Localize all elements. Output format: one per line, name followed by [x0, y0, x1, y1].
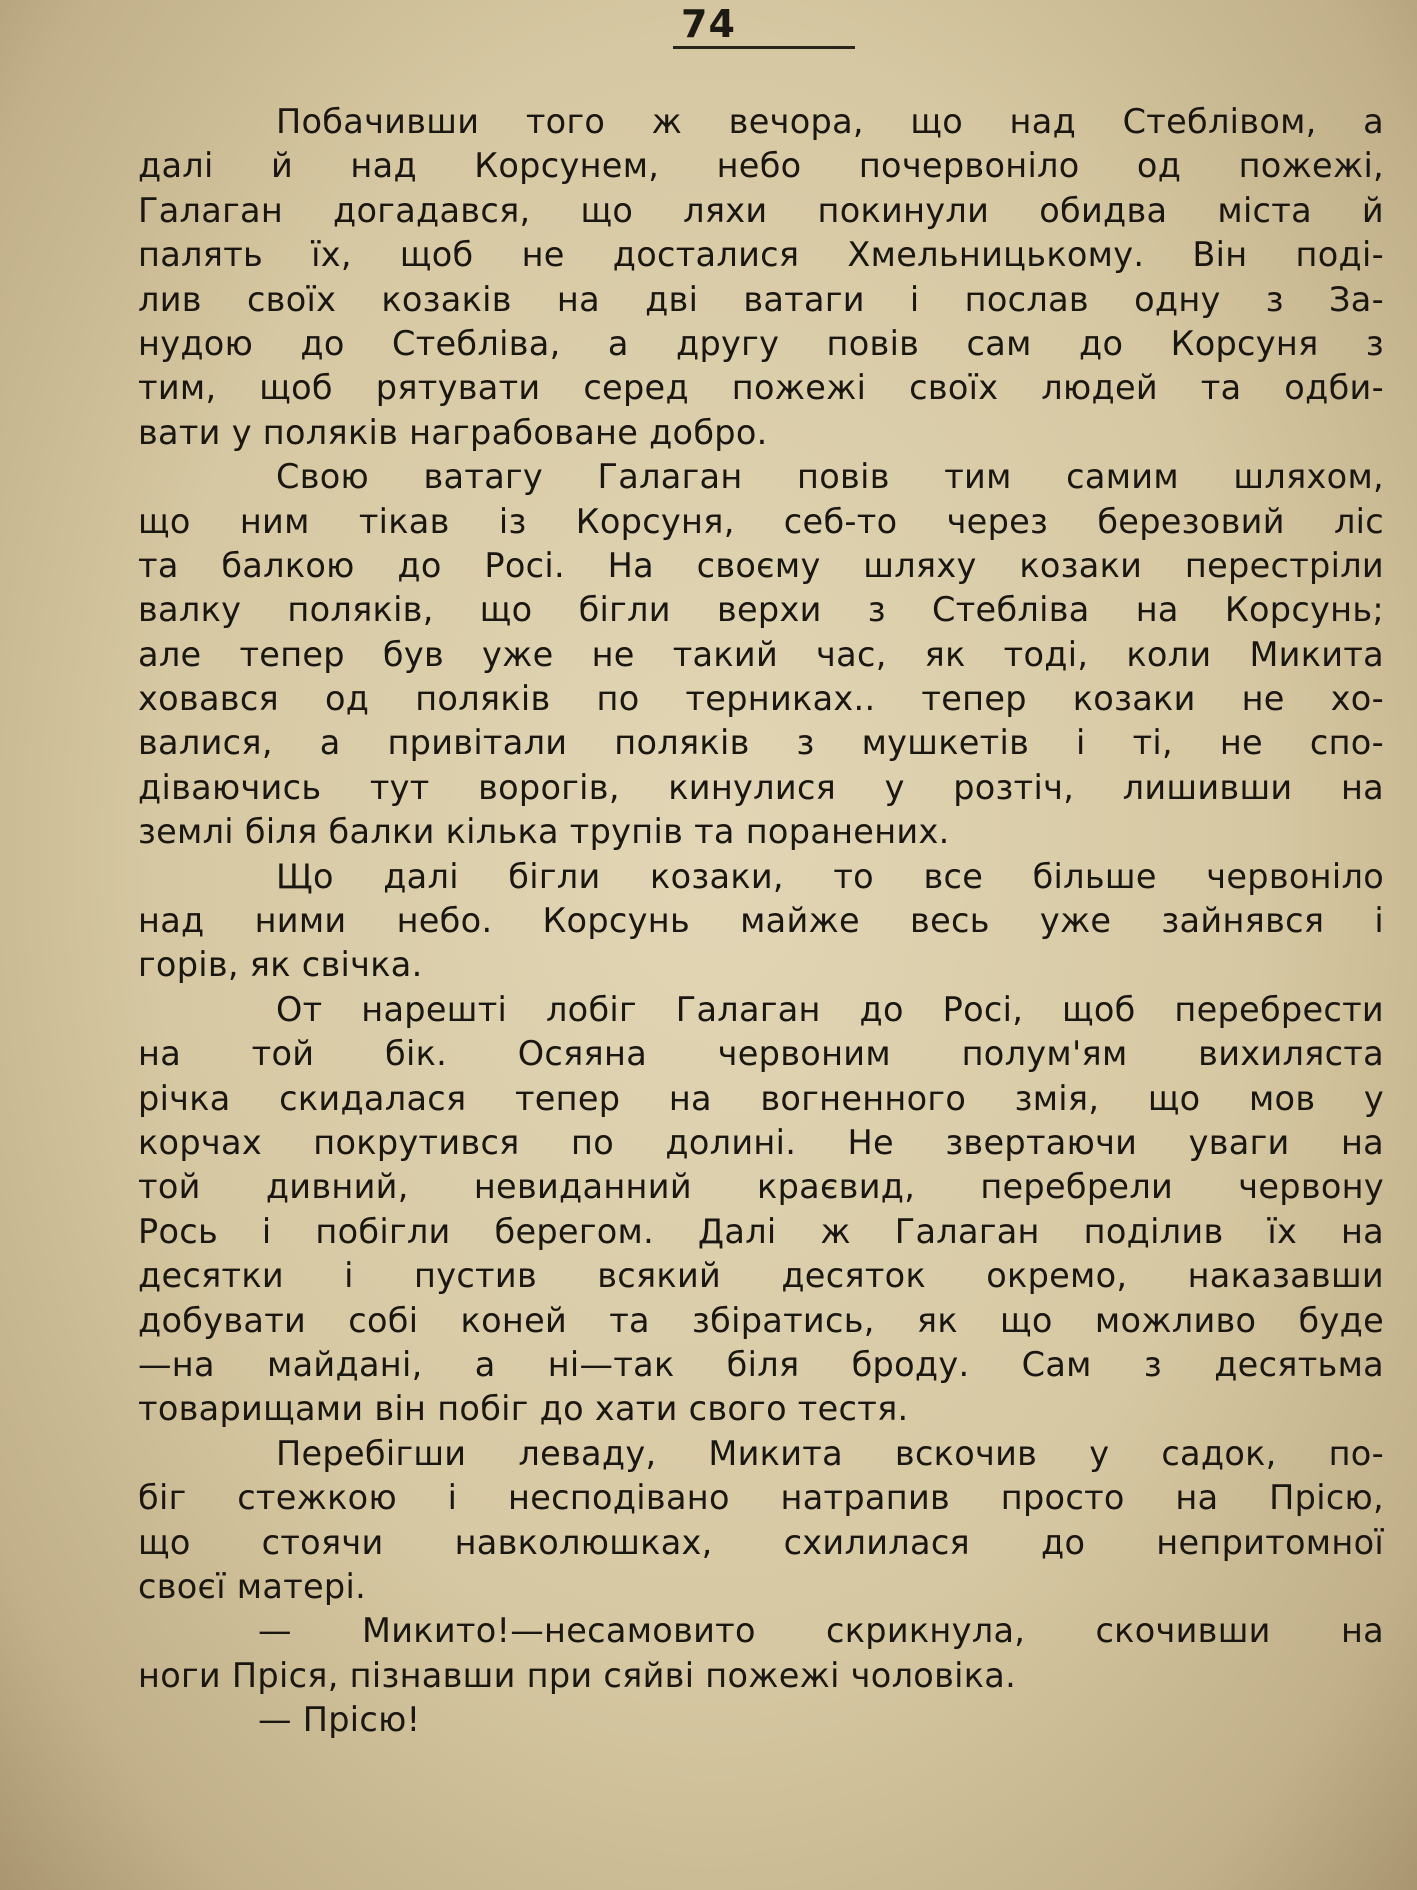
text-line: той дивний, невиданний краєвид, перебрели червону [138, 1167, 1384, 1207]
text-line: нудою до Стебліва, а другу повів сам до Корсуня з [138, 323, 1384, 363]
paragraph-4 [138, 988, 1384, 1432]
text-line: що стоячи навколюшках, схилилася до непритомної [138, 1522, 1384, 1562]
paragraph-6 [138, 1609, 1384, 1698]
text-line: Галаган догадався, що ляхи покинули обидва міста й [138, 190, 1384, 230]
text-line: Рось і побігли берегом. Далі ж Галаган поділив їх на [138, 1211, 1384, 1251]
text-line: біг стежкою і несподівано натрапив просто на Прісю, [138, 1478, 1384, 1518]
paragraph-3 [138, 855, 1384, 988]
text-line: але тепер був уже не такий час, як тоді, коли Микита [138, 634, 1384, 674]
text-line: От нарешті лобіг Галаган до Росі, щоб перебрести [276, 989, 1384, 1029]
text-line: що ним тікав із Корсуня, себ-то через березовий ліс [138, 501, 1384, 541]
header-rule [673, 46, 855, 49]
text-line: валку поляків, що бігли верхи з Стебліва на Корсунь; [138, 590, 1384, 630]
page-number: 74 [681, 2, 736, 46]
text-line: добувати собі коней та збіратись, як що можливо буде [138, 1300, 1384, 1340]
text-line: Що далі бігли козаки, то все більше червоніло [276, 856, 1384, 896]
text-line: ноги Пріся, пізнавши при сяйві пожежі чоловіка. [138, 1655, 1017, 1695]
body-text [138, 100, 1384, 1742]
paragraph-1 [138, 100, 1384, 455]
text-line: своєї матері. [138, 1566, 367, 1606]
text-line: та балкою до Росі. На своєму шляху козаки перестріли [138, 545, 1384, 585]
text-line: лив своїх козаків на дві ватаги і послав одну з За- [138, 279, 1384, 319]
text-line: товарищами він побіг до хати свого тестя. [138, 1389, 909, 1429]
text-line: річка скидалася тепер на вогненного змія, що мов у [138, 1078, 1384, 1118]
dialogue-line: — Прісю! [258, 1700, 421, 1740]
text-line: Свою ватагу Галаган повів тим самим шляхом, [276, 457, 1384, 497]
dialogue-line: — Микито!—несамовито скрикнула, скочивши на [258, 1611, 1384, 1651]
text-line: далі й над Корсунем, небо почервоніло од пожежі, [138, 146, 1384, 186]
text-line: Перебігши леваду, Микита вскочив у садок, по- [276, 1433, 1384, 1473]
text-line: вати у поляків награбоване добро. [138, 412, 768, 452]
text-line: горів, як свічка. [138, 945, 423, 985]
paragraph-5 [138, 1432, 1384, 1610]
text-line: палять їх, щоб не досталися Хмельницькому. Він поді- [138, 235, 1384, 275]
text-line: тим, щоб рятувати серед пожежі своїх людей та одби- [138, 368, 1384, 408]
text-line: десятки і пустив всякий десяток окремо, наказавши [138, 1256, 1384, 1296]
text-line: корчах покрутився по долині. Не звертаючи уваги на [138, 1122, 1384, 1162]
text-line: ховався од поляків по терниках.. тепер козаки не хо- [138, 679, 1384, 719]
text-line: Побачивши того ж вечора, що над Стеблівом, а [276, 102, 1384, 141]
paragraph-2 [138, 455, 1384, 855]
text-line: —на майдані, а ні—так біля броду. Сам з десятьма [138, 1344, 1384, 1384]
text-line: валися, а привітали поляків з мушкетів і ті, не спо- [138, 723, 1384, 763]
text-line: над ними небо. Корсунь майже весь уже зайнявся і [138, 901, 1384, 941]
paragraph-7 [138, 1698, 1384, 1742]
text-line: на той бік. Осяяна червоним полум'ям вихиляста [138, 1034, 1384, 1074]
text-line: діваючись тут ворогів, кинулися у розтіч, лишивши на [138, 767, 1384, 807]
text-line: землі біля балки кілька трупів та поранених. [138, 812, 950, 852]
